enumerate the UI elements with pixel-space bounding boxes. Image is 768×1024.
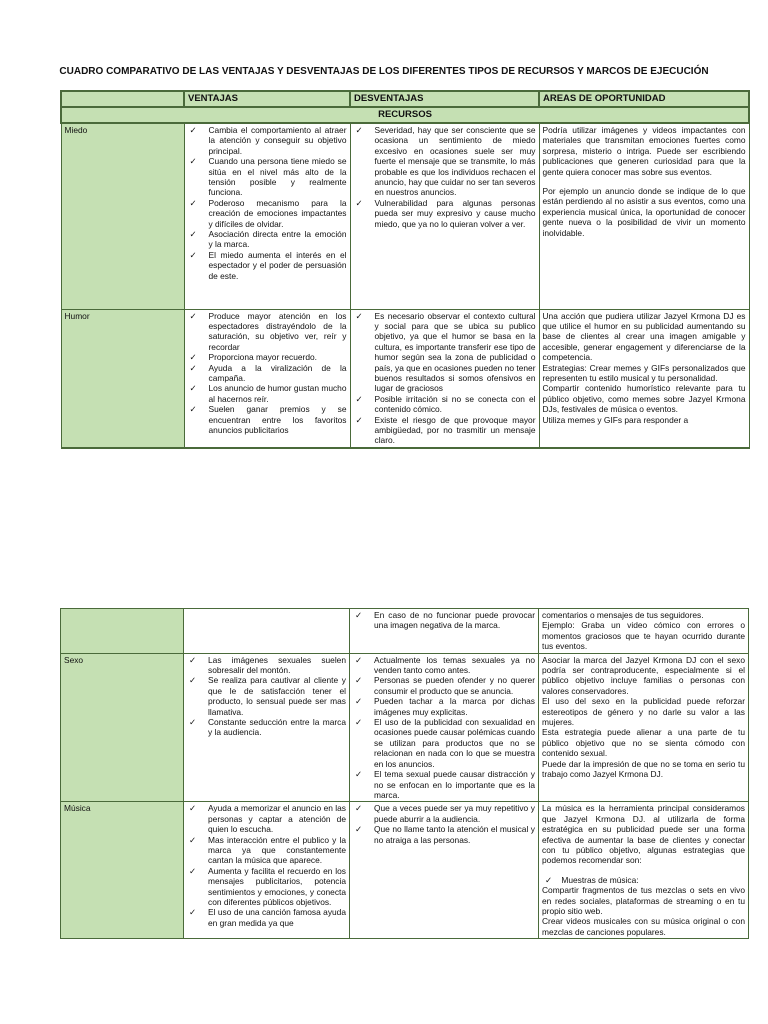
checklist-text: Asociación directa entre la emoción y la marca. xyxy=(208,229,347,250)
checklist-text: Mas interacción entre el publico y la marca ya que constantemente cantan la música que aparece. xyxy=(208,834,346,866)
checklist-item xyxy=(188,311,347,353)
check-icon: ✓ xyxy=(355,197,363,208)
checklist-text: Existe el riesgo de que provoque mayor ambigüedad, por no trasmitir un mensaje claro. xyxy=(374,414,536,446)
checklist-item xyxy=(354,198,536,229)
checklist-item xyxy=(354,311,536,394)
desventajas-cell xyxy=(350,309,539,448)
checklist-item xyxy=(354,415,536,446)
checklist-item xyxy=(353,696,535,717)
check-icon: ✓ xyxy=(189,907,197,918)
oportunidad-paragraph: Por ejemplo un anuncio donde se indique de lo que están perdiendo al no asistir a sus eventos, como una experiencia musical única, la oportunidad de conocer gente nueva o la posibilidad de vivir un momento inolvidable. xyxy=(542,186,746,238)
checklist-item xyxy=(188,383,347,404)
check-icon: ✓ xyxy=(189,310,197,321)
oportunidad-cell xyxy=(539,123,749,309)
desventajas-cell xyxy=(350,653,539,802)
check-icon: ✓ xyxy=(189,834,197,845)
check-icon: ✓ xyxy=(355,696,363,707)
checklist-text: Ayuda a la viralización de la campaña. xyxy=(208,362,347,383)
oportunidad-paragraph: Puede dar la impresión de que no se toma en serio tu trabajo como Jazyel Krmona DJ. xyxy=(542,758,745,780)
check-icon: ✓ xyxy=(189,249,197,260)
row-humor xyxy=(61,309,749,448)
checklist-text: Suelen ganar premios y se encuentran entre los favoritos anuncios publicitarios xyxy=(208,404,347,435)
checklist-item xyxy=(187,907,346,928)
check-icon: ✓ xyxy=(189,717,197,728)
oportunidad-paragraph: La música es la herramienta principal consideramos que Jazyel Krmona DJ. al utilizarla de forma estratégica en su publicidad puede ser una forma efectiva de aumentar la base de clientes y conectar con tu público objetivo, algunas estrategias que podemos recomendar son: xyxy=(542,803,745,866)
checklist-text: En caso de no funcionar puede provocar una imagen negativa de la marca. xyxy=(374,610,535,631)
check-icon: ✓ xyxy=(189,675,197,686)
ventajas-cell xyxy=(184,802,350,939)
checklist-text: Pueden tachar a la marca por dichas imágenes muy explicitas. xyxy=(374,696,535,717)
oportunidad-paragraph: Estrategias: Crear memes y GIFs personalizados que representen tu estilo musical y tu personalidad. xyxy=(542,362,746,383)
checklist-text: Cambia el comportamiento al atraer la atención y conseguir su objetivo principal. xyxy=(208,125,347,156)
checklist-item xyxy=(353,717,535,769)
header-blank xyxy=(61,91,184,107)
category-humor: Humor xyxy=(61,309,184,448)
check-icon: ✓ xyxy=(189,229,197,240)
checklist-text: Aumenta y facilita el recuerdo en los mensajes publicitarios, potencia sentimientos y emociones, y conecta con diferentes públicos objetivos. xyxy=(208,865,346,907)
row-musica xyxy=(61,802,749,939)
check-icon: ✓ xyxy=(189,197,197,208)
checklist-item xyxy=(354,125,536,198)
desventajas-cell xyxy=(350,609,539,654)
oportunidad-paragraph: Asociar la marca del Jazyel Krmona DJ con el sexo podría ser contraproducente, especialmente si el público objetivo incluye familias o personas con valores conservadores. xyxy=(542,654,745,696)
checklist-item xyxy=(187,717,346,738)
check-icon: ✓ xyxy=(355,310,363,321)
oportunidad-paragraph: Ejemplo: Graba un video cómico con errores o momentos graciosos que te hayan ocurrido durante tus eventos. xyxy=(542,620,745,652)
checklist-item xyxy=(188,125,347,156)
checklist-item xyxy=(188,250,347,281)
check-icon: ✓ xyxy=(189,125,197,135)
checklist-item xyxy=(353,610,535,631)
document-title: CUADRO COMPARATIVO DE LAS VENTAJAS Y DESVENTAJAS DE LOS DIFERENTES TIPOS DE RECURSOS Y MARCOS DE EJECUCIÓN xyxy=(59,66,709,77)
check-icon: ✓ xyxy=(355,610,363,620)
checklist-text: Los anuncio de humor gustan mucho al hacernos reír. xyxy=(208,383,347,404)
desventajas-cell xyxy=(350,802,539,939)
check-icon: ✓ xyxy=(355,393,363,404)
category-continued xyxy=(61,609,184,654)
header-desventajas: DESVENTAJAS xyxy=(350,91,539,107)
oportunidad-subitem xyxy=(542,875,745,885)
check-icon: ✓ xyxy=(189,404,197,415)
checklist-item xyxy=(187,835,346,866)
row-miedo xyxy=(61,123,749,309)
oportunidad-paragraph: Una acción que pudiera utilizar Jazyel Krmona DJ es que utilice el humor en su publicidad aumentando su base de clientes al crear una imagen amigable y accesible, generar engagement y diferenciarse de la competencia. xyxy=(542,310,746,363)
check-icon: ✓ xyxy=(189,362,197,373)
check-icon: ✓ xyxy=(189,156,197,167)
checklist-item xyxy=(353,769,535,800)
checklist-item xyxy=(188,198,347,229)
oportunidad-cell xyxy=(539,653,749,802)
checklist-text: El uso de la publicidad con sexualidad en ocasiones puede causar polémicas cuando se utilizan para productos que no se relacionan en nada con lo que se muestra en los anuncios. xyxy=(374,717,535,769)
checklist-item xyxy=(187,866,346,908)
oportunidad-paragraph: Crear videos musicales con su música original o con mezclas de canciones populares. xyxy=(542,916,745,937)
checklist-item xyxy=(188,352,347,362)
header-areas: AREAS DE OPORTUNIDAD xyxy=(539,91,749,107)
checklist-text: El miedo aumenta el interés en el espectador y el poder de persuasión de este. xyxy=(208,249,347,281)
checklist-item xyxy=(187,655,346,676)
oportunidad-paragraph: Compartir fragmentos de tus mezclas o sets en vivo en redes sociales, plataformas de streaming o en tu propio sitio web. xyxy=(542,885,745,916)
check-icon: ✓ xyxy=(355,803,363,814)
section-recursos: RECURSOS xyxy=(61,107,749,123)
checklist-text: Constante seducción entre la marca y la audiencia. xyxy=(208,717,346,738)
checklist-item xyxy=(354,394,536,415)
check-icon: ✓ xyxy=(355,769,363,780)
check-icon: ✓ xyxy=(355,824,363,835)
check-icon: ✓ xyxy=(355,414,363,425)
oportunidad-cell xyxy=(539,309,749,448)
checklist-item xyxy=(187,675,346,717)
checklist-text: Posible irritación si no se conecta con el contenido cómico. xyxy=(374,393,536,415)
ventajas-cell xyxy=(184,609,350,654)
ventajas-cell xyxy=(184,309,350,448)
checklist-text: Se realiza para cautivar al cliente y que le de satisfacción tener el producto, lo sensual puede ser mas llamativa. xyxy=(208,675,346,717)
check-icon: ✓ xyxy=(189,865,197,876)
header-ventajas: VENTAJAS xyxy=(184,91,350,107)
checklist-item xyxy=(188,156,347,198)
oportunidad-paragraph: Utiliza memes y GIFs para responder a xyxy=(542,414,689,425)
checklist-item xyxy=(353,803,535,824)
checklist-item xyxy=(187,803,346,834)
check-icon: ✓ xyxy=(355,125,363,135)
ventajas-cell xyxy=(184,123,350,309)
row-humor-continued xyxy=(61,609,749,654)
check-icon: ✓ xyxy=(355,717,363,728)
ventajas-cell xyxy=(184,653,350,802)
check-icon: ✓ xyxy=(355,675,363,686)
checklist-item xyxy=(353,824,535,845)
oportunidad-paragraph: Esta estrategia puede alienar a una parte de tu público objetivo que no se sienta cómodo con contenido sexual. xyxy=(542,727,745,759)
checklist-text: Personas se pueden ofender y no querer consumir el producto que se anuncia. xyxy=(374,675,535,696)
checklist-text: Ayuda a memorizar el anuncio en las personas y captar a atención de quien lo escucha. xyxy=(208,803,346,835)
check-icon: ✓ xyxy=(189,654,197,665)
check-icon: ✓ xyxy=(189,803,197,814)
checklist-item xyxy=(188,363,347,384)
checklist-text: El uso de una canción famosa ayuda en gran medida ya que xyxy=(208,907,346,928)
checklist-text: Cuando una persona tiene miedo se sitúa en el nivel más alto de la tensión posible y realmente funciona. xyxy=(208,156,347,198)
check-icon: ✓ xyxy=(545,874,553,885)
desventajas-cell xyxy=(350,123,539,309)
oportunidad-paragraph: Podría utilizar imágenes y videos impactantes con materiales que transmitan emociones fuertes como sorpresa, misterio o intriga. Puede ser escribiendo publicaciones que generen curiosidad para que la gente quiera conocer mas sobre sus eventos. xyxy=(542,125,746,177)
check-icon: ✓ xyxy=(355,654,363,665)
oportunidad-paragraph: El uso del sexo en la publicidad puede reforzar estereotipos de género y no darle su valor a las mujeres. xyxy=(542,696,745,728)
checklist-text: Vulnerabilidad para algunas personas pueda ser muy expresivo y cause mucho miedo, que ya no lo quieran volver a ver. xyxy=(374,197,536,229)
checklist-text: El tema sexual puede causar distracción y no se enfocan en lo importante que es la marca. xyxy=(374,769,535,800)
category-musica: Música xyxy=(61,802,184,939)
oportunidad-cell xyxy=(539,609,749,654)
header-row xyxy=(61,91,749,107)
checklist-item xyxy=(188,229,347,250)
checklist-item xyxy=(353,655,535,676)
category-sexo: Sexo xyxy=(61,653,184,802)
checklist-item xyxy=(353,675,535,696)
oportunidad-paragraph: comentarios o mensajes de tus seguidores. xyxy=(542,610,704,620)
checklist-text: Las imágenes sexuales suelen sobresalir del montón. xyxy=(208,654,346,676)
section-row xyxy=(61,107,749,123)
row-sexo xyxy=(61,653,749,802)
checklist-text: Que no llame tanto la atención el musical y no atraiga a las personas. xyxy=(374,824,535,845)
checklist-item xyxy=(188,404,347,435)
oportunidad-cell xyxy=(539,802,749,939)
checklist-text: Proporciona mayor recuerdo. xyxy=(208,352,317,363)
oportunidad-subitem-label: Muestras de música: xyxy=(561,874,639,885)
check-icon: ✓ xyxy=(189,383,197,394)
category-miedo: Miedo xyxy=(61,123,184,309)
checklist-text: Es necesario observar el contexto cultural y social para que se ubica su publico objetivo, ya que el humor se basa en la cultura, es importante transferir ese tipo de humor según sea la zona de publicidad o país, ya que en ocasiones pueden no tener buenos resultados si somos ofensivos en lugar de graciosos xyxy=(374,310,536,394)
check-icon: ✓ xyxy=(189,352,197,363)
checklist-text: Severidad, hay que ser consciente que se ocasiona un sentimiento de miedo excesivo en ocasiones suele ser muy fuerte el mensaje que se transmite, lo más probable es que los individuos rechacen el anuncio, hay que cuidar no ser tan severos en nuestros anuncios. xyxy=(374,125,536,198)
checklist-text: Que a veces puede ser ya muy repetitivo y puede aburrir a la audiencia. xyxy=(374,803,535,824)
checklist-text: Actualmente los temas sexuales ya no venden tanto como antes. xyxy=(374,654,535,676)
checklist-text: Produce mayor atención en los espectadores distrayéndolo de la saturación, su objetivo ver, reír y recordar xyxy=(208,310,347,352)
oportunidad-paragraph: Compartir contenido humorístico relevante para tu público objetivo, como memes sobre Jazyel Krmona DJs, festivales de música o eventos. xyxy=(542,383,746,415)
comparison-table-page-1 xyxy=(60,90,750,449)
comparison-table-page-2 xyxy=(60,608,749,939)
checklist-text: Poderoso mecanismo para la creación de emociones impactantes y difíciles de olvidar. xyxy=(208,197,347,229)
